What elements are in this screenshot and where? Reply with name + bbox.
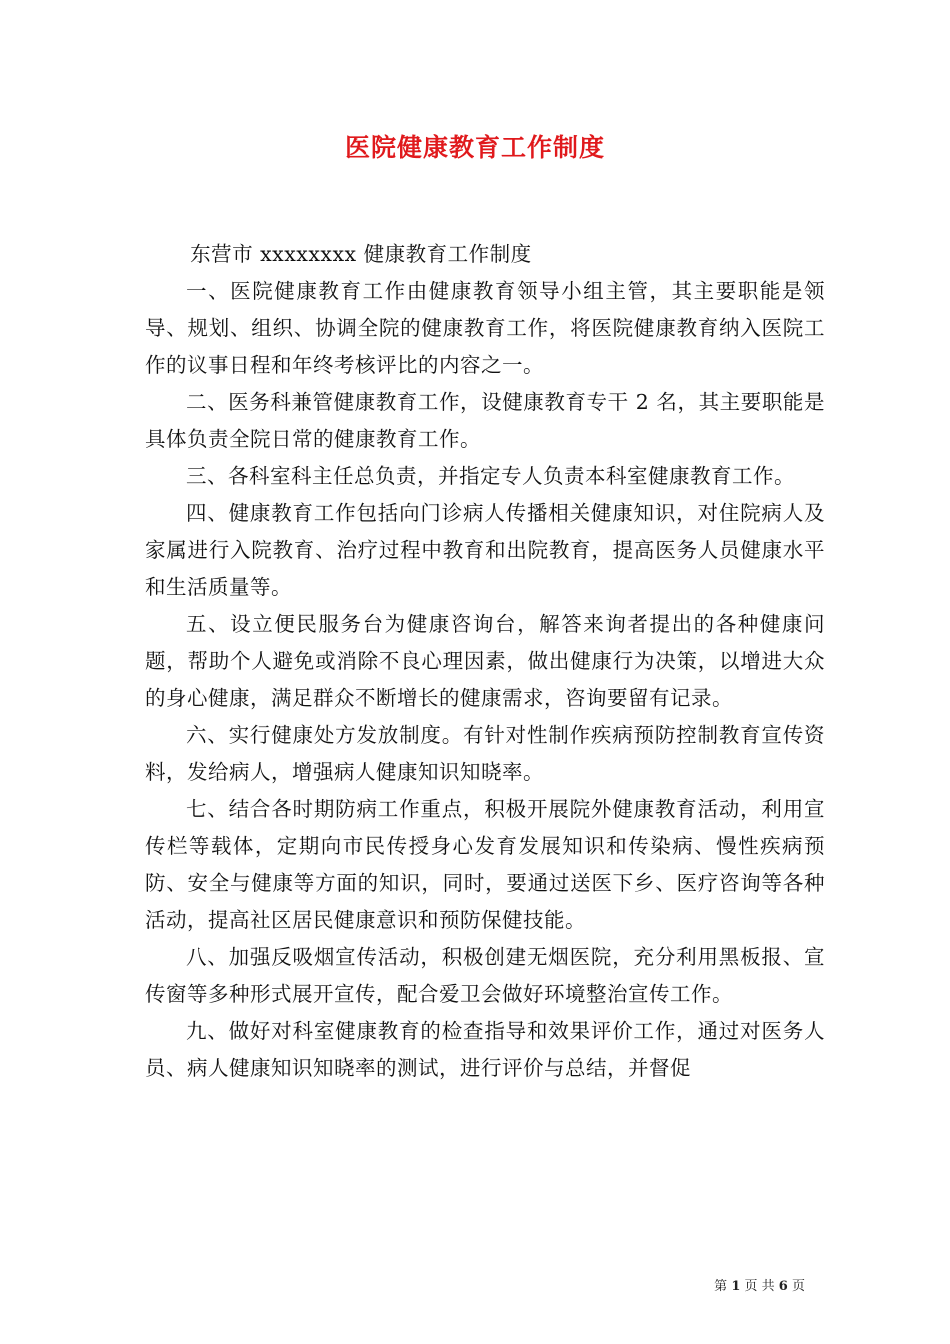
paragraph-9: 九、做好对科室健康教育的检查指导和效果评价工作，通过对医务人员、病人健康知识知晓率的测试，进行评价与总结，并督促: [145, 1019, 825, 1080]
paragraph-1: 一、医院健康教育工作由健康教育领导小组主管，其主要职能是领导、规划、组织、协调全院的健康教育工作，将医院健康教育纳入医院工作的议事日程和年终考核评比的内容之一。: [145, 279, 825, 377]
page-footer: [714, 1277, 805, 1297]
current-page-number: 1: [731, 1279, 741, 1294]
paragraph-2: 二、医务科兼管健康教育工作，设健康教育专干 2 名，其主要职能是具体负责全院日常的健康教育工作。: [145, 390, 825, 451]
footer-prefix: 第: [714, 1279, 728, 1294]
paragraph-8: 八、加强反吸烟宣传活动，积极创建无烟医院，充分利用黑板报、宣传窗等多种形式展开宣传，配合爱卫会做好环境整治宣传工作。: [145, 945, 825, 1006]
paragraph-5: 五、设立便民服务台为健康咨询台，解答来询者提出的各种健康问题，帮助个人避免或消除不良心理因素，做出健康行为决策，以增进大众的身心健康，满足群众不断增长的健康需求，咨询要留有记录。: [145, 612, 825, 710]
paragraph-4: 四、健康教育工作包括向门诊病人传播相关健康知识，对住院病人及家属进行入院教育、治疗过程中教育和出院教育，提高医务人员健康水平和生活质量等。: [145, 501, 825, 599]
document-body: [145, 236, 825, 1087]
paragraph-7: 七、结合各时期防病工作重点，积极开展院外健康教育活动，利用宣传栏等载体，定期向市民传授身心发育发展知识和传染病、慢性疾病预防、安全与健康等方面的知识，同时，要通过送医下乡、医疗咨询等各种活动，提高社区居民健康意识和预防保健技能。: [145, 797, 825, 932]
paragraph-6: 六、实行健康处方发放制度。有针对性制作疾病预防控制教育宣传资料，发给病人，增强病人健康知识知晓率。: [145, 723, 825, 784]
document-subheading: 东营市 xxxxxxxx 健康教育工作制度: [190, 242, 532, 266]
page-title: 医院健康教育工作制度: [344, 133, 605, 162]
total-pages-number: 6: [778, 1279, 788, 1294]
paragraph-3: 三、各科室科主任总负责，并指定专人负责本科室健康教育工作。: [186, 464, 795, 488]
footer-suffix: 页: [791, 1279, 805, 1294]
footer-middle: 页 共: [744, 1279, 775, 1294]
